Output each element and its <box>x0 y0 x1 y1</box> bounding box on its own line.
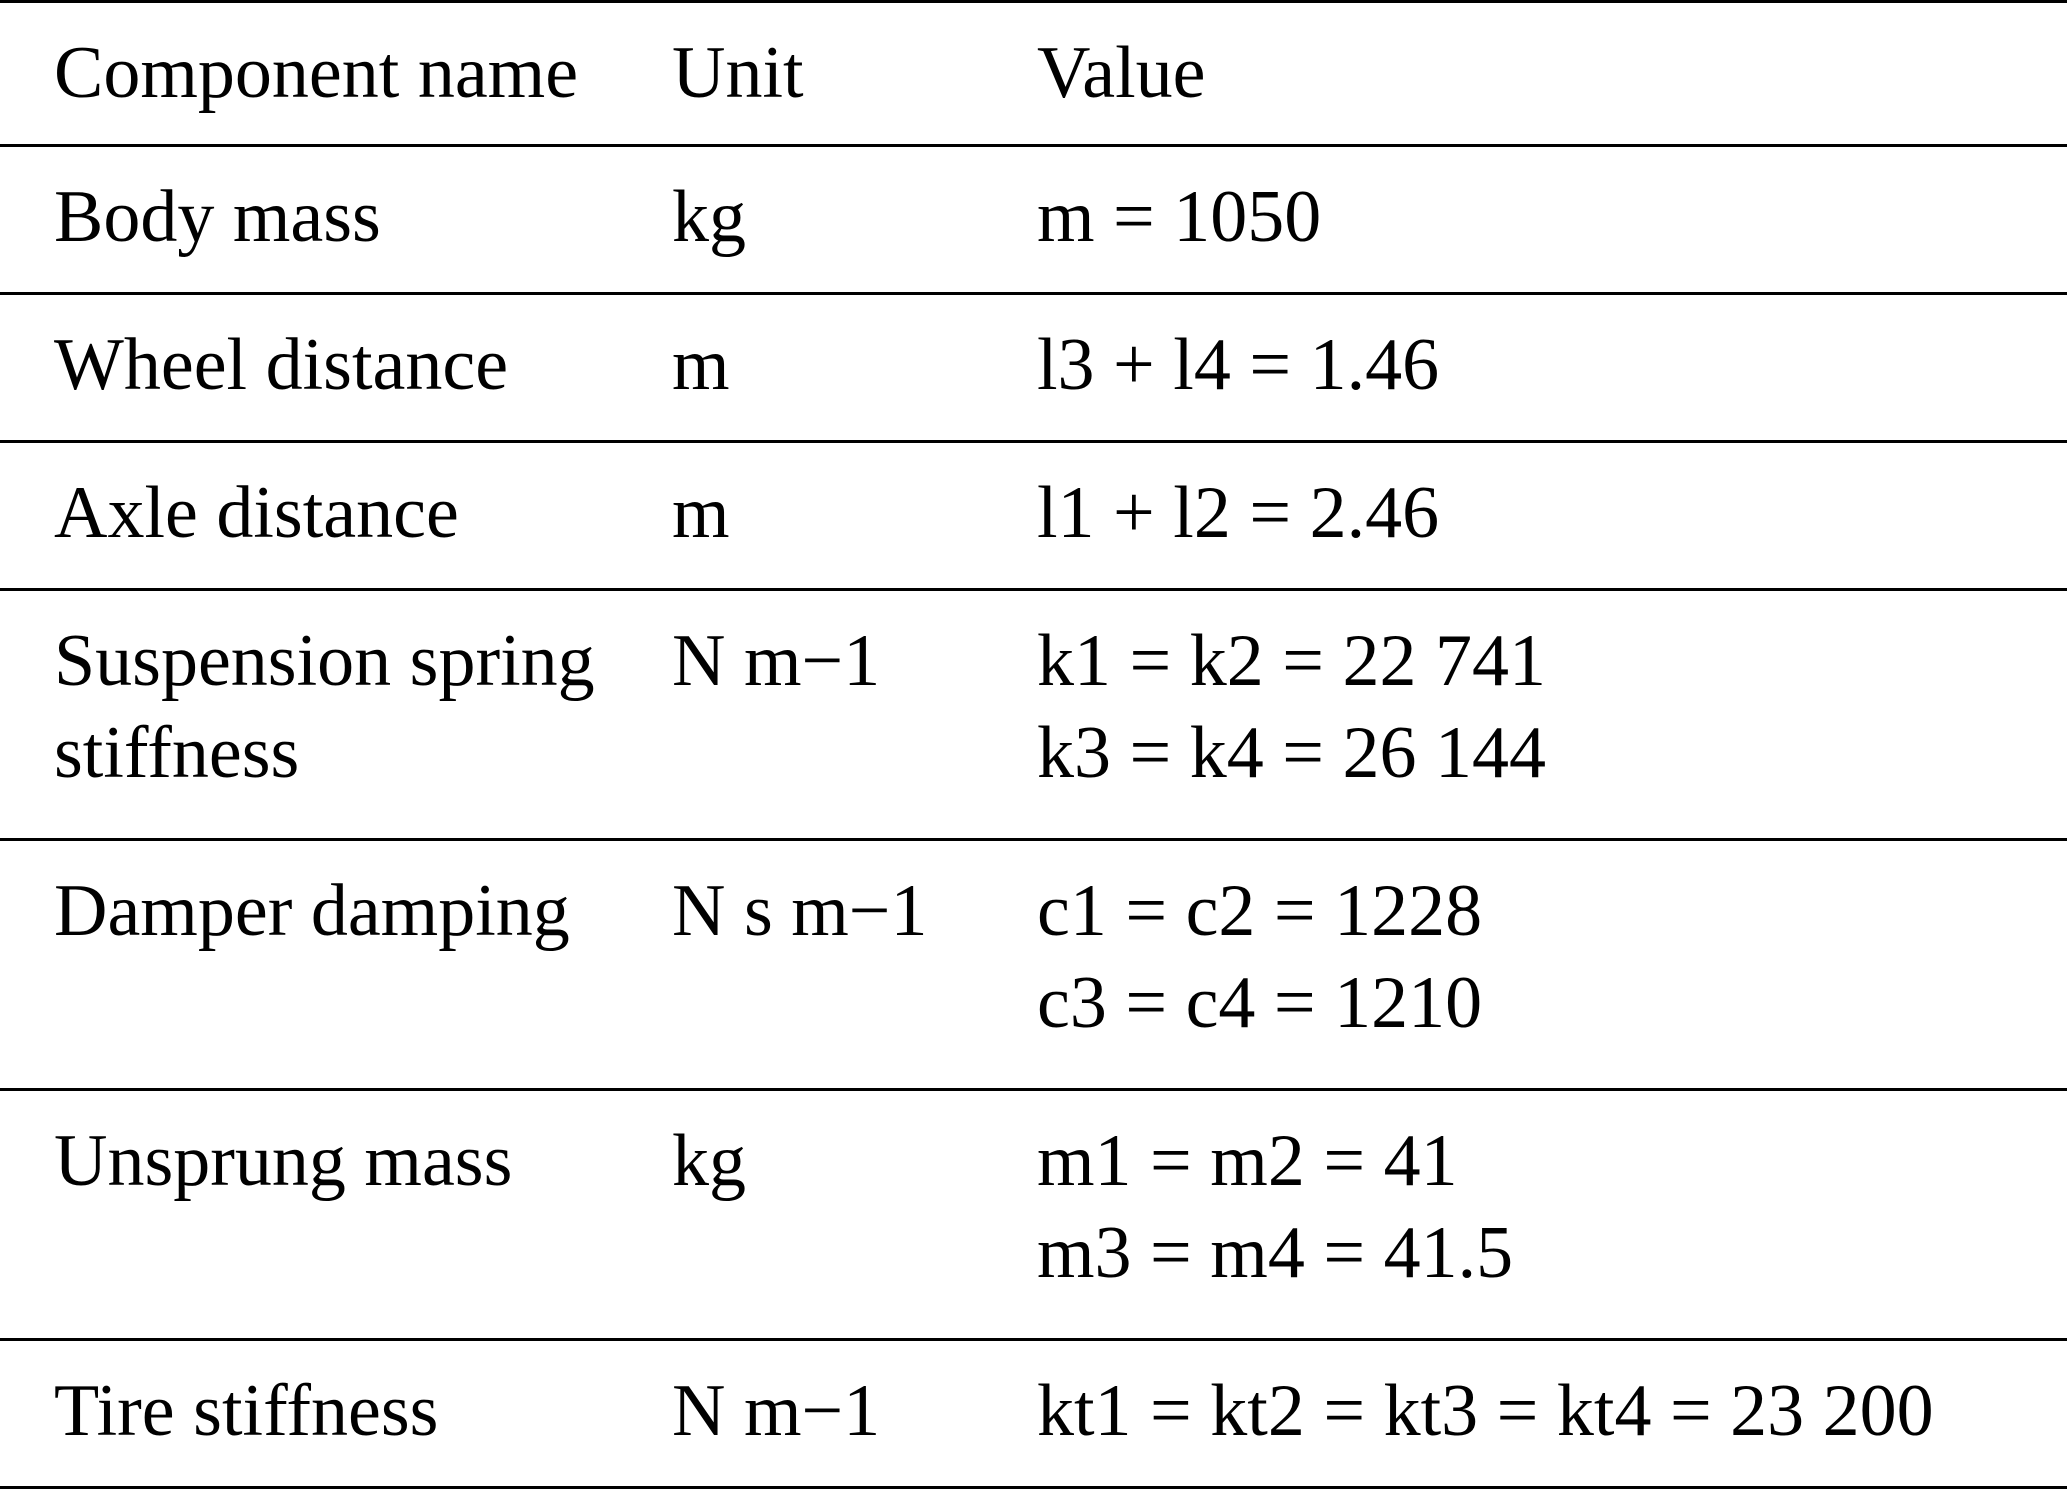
row-component-name: Suspension spring stiffness <box>54 620 595 794</box>
row-component-name: Wheel distance <box>54 324 509 406</box>
row-value <box>1037 442 2067 590</box>
row-value <box>1037 146 2067 294</box>
table-row <box>0 442 2067 590</box>
row-component-name: Body mass <box>54 176 381 258</box>
row-value <box>1037 840 2067 1090</box>
table-row <box>0 590 2067 840</box>
row-component-name: Damper damping <box>54 870 570 952</box>
row-value <box>1037 590 2067 840</box>
header-unit: Unit <box>672 32 804 114</box>
value-line: m3 = m4 = 41.5 <box>1037 1212 1514 1294</box>
row-value <box>1037 1090 2067 1340</box>
value-line: k1 = k2 = 22 741 <box>1037 620 1546 702</box>
table-row <box>0 840 2067 1090</box>
value-line: c1 = c2 = 1228 <box>1037 870 1483 952</box>
value-line: l1 + l2 = 2.46 <box>1037 472 1440 554</box>
row-unit: kg <box>672 1120 746 1202</box>
table-row <box>0 1340 2067 1488</box>
value-line: k3 = k4 = 26 144 <box>1037 712 1546 794</box>
table-row <box>0 1090 2067 1340</box>
value-line: c3 = c4 = 1210 <box>1037 962 1483 1044</box>
header-value: Value <box>1037 32 1206 114</box>
table-row <box>0 146 2067 294</box>
table-header-row <box>0 2 2067 146</box>
row-component-name: Tire stiffness <box>54 1370 439 1452</box>
row-unit: N s m−1 <box>672 870 928 952</box>
row-unit: m <box>672 472 730 554</box>
row-unit: N m−1 <box>672 1370 881 1452</box>
row-value <box>1037 1340 2067 1488</box>
row-component-name: Unsprung mass <box>54 1120 513 1202</box>
row-value <box>1037 294 2067 442</box>
value-line: m1 = m2 = 41 <box>1037 1120 1458 1202</box>
row-component-name: Axle distance <box>54 472 459 554</box>
row-unit: kg <box>672 176 746 258</box>
row-unit: N m−1 <box>672 620 881 702</box>
value-line: m = 1050 <box>1037 176 1322 258</box>
table-row <box>0 294 2067 442</box>
header-component-name: Component name <box>54 32 579 114</box>
value-line: l3 + l4 = 1.46 <box>1037 324 1440 406</box>
value-line: kt1 = kt2 = kt3 = kt4 = 23 200 <box>1037 1370 1934 1452</box>
row-unit: m <box>672 324 730 406</box>
